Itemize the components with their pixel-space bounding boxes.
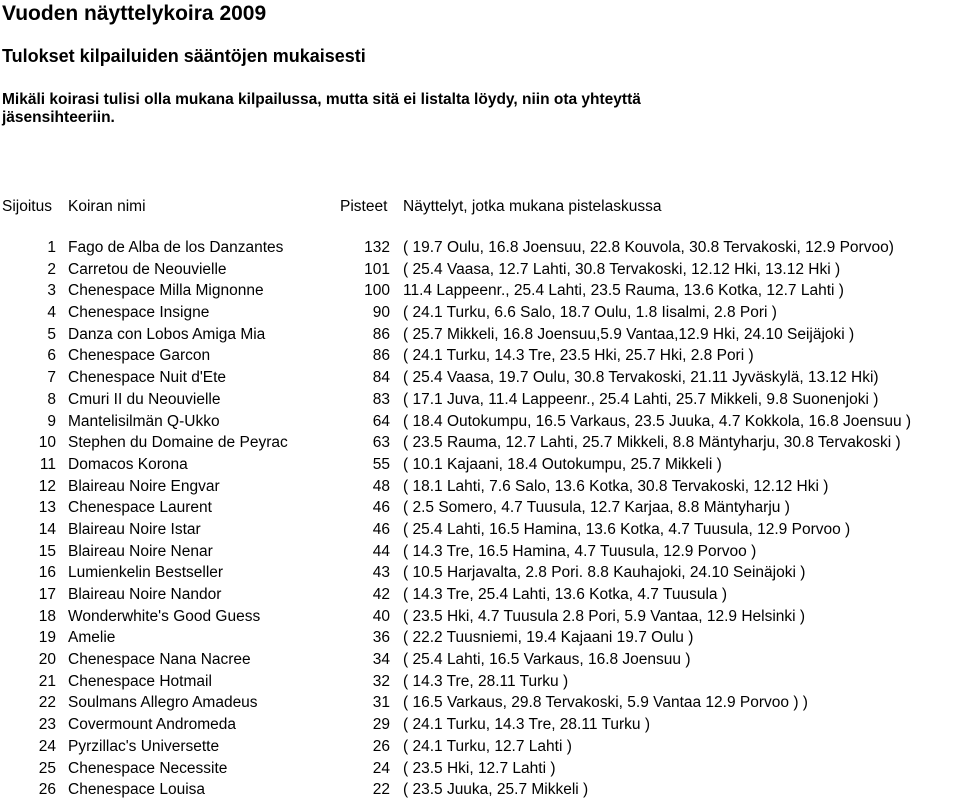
list-item [0,476,960,498]
dog-name-cell: Stephen du Domaine de Peyrac [68,434,288,452]
rank-cell: 11 [39,455,56,473]
list-item [0,497,960,519]
shows-cell: ( 25.4 Vaasa, 19.7 Oulu, 30.8 Tervakoski, 21.11 Jyväskylä, 13.12 Hki) [403,369,879,387]
list-item [0,411,960,433]
header-shows: Näyttelyt, jotka mukana pistelaskussa [403,198,662,215]
points-cell: 22 [372,781,390,799]
shows-cell: ( 24.1 Turku, 14.3 Tre, 28.11 Turku ) [403,716,650,734]
dog-name-cell: Lumienkelin Bestseller [68,564,224,582]
results-list [0,237,960,801]
list-item [0,671,960,693]
list-item [0,302,960,324]
header-name: Koiran nimi [68,198,146,215]
points-cell: 36 [372,629,390,647]
points-cell: 83 [372,390,390,408]
dog-name-cell: Pyrzillac's Universette [68,737,220,755]
list-item [0,432,960,454]
list-item [0,562,960,584]
dog-name-cell: Danza con Lobos Amiga Mia [68,325,266,343]
header-points: Pisteet [340,198,388,215]
rank-cell: 26 [38,781,56,799]
points-cell: 132 [364,239,390,256]
rank-cell: 17 [38,586,56,603]
points-cell: 48 [372,477,390,495]
shows-cell: ( 10.5 Harjavalta, 2.8 Pori. 8.8 Kauhajoki, 24.10 Seinäjoki ) [403,564,806,582]
list-item [0,237,960,259]
shows-cell: ( 24.1 Turku, 14.3 Tre, 23.5 Hki, 25.7 Hki, 2.8 Pori ) [403,347,754,365]
dog-name-cell: Amelie [68,629,116,647]
list-item [0,259,960,281]
list-item [0,280,960,302]
rank-cell: 25 [38,759,56,777]
points-cell: 29 [372,716,390,734]
points-cell: 86 [372,347,390,365]
points-cell: 34 [372,651,390,669]
dog-name-cell: Blaireau Noire Engvar [68,477,220,495]
shows-cell: ( 18.1 Lahti, 7.6 Salo, 13.6 Kotka, 30.8 Tervakoski, 12.12 Hki ) [403,477,829,495]
info-note: Mikäli koirasi tulisi olla mukana kilpailussa, mutta sitä ei listalta löydy, niin ota yhteyttä jäsensihteeriin. [2,91,641,126]
points-cell: 40 [372,607,390,625]
points-cell: 55 [372,455,390,473]
dog-name-cell: Soulmans Allegro Amadeus [68,694,258,712]
shows-cell: ( 16.5 Varkaus, 29.8 Tervakoski, 5.9 Vantaa 12.9 Porvoo ) ) [403,694,808,712]
rank-cell: 24 [38,737,56,755]
rank-cell: 15 [38,542,56,560]
points-cell: 24 [372,759,390,777]
list-item [0,779,960,801]
shows-cell: 11.4 Lappeenr., 25.4 Lahti, 23.5 Rauma, 13.6 Kotka, 12.7 Lahti ) [403,282,844,300]
points-cell: 63 [372,434,390,452]
dog-name-cell: Domacos Korona [68,455,188,473]
rank-cell: 20 [38,651,56,669]
list-item [0,692,960,714]
shows-cell: ( 24.1 Turku, 12.7 Lahti ) [403,737,572,755]
list-item [0,606,960,628]
shows-cell: ( 23.5 Juuka, 25.7 Mikkeli ) [403,781,589,799]
dog-name-cell: Chenespace Nuit d'Ete [68,369,227,387]
dog-name-cell: Chenespace Insigne [68,304,210,322]
points-cell: 100 [364,282,390,300]
rank-cell: 18 [38,607,56,625]
rank-cell: 21 [38,672,56,690]
points-cell: 31 [372,694,390,712]
dog-name-cell: Blaireau Noire Nandor [68,586,222,603]
dog-name-cell: Chenespace Hotmail [68,672,212,690]
dog-name-cell: Carretou de Neouvielle [68,260,227,278]
dog-name-cell: Chenespace Milla Mignonne [68,282,264,300]
rank-cell: 13 [38,499,56,517]
dog-name-cell: Covermount Andromeda [68,716,237,734]
shows-cell: ( 18.4 Outokumpu, 16.5 Varkaus, 23.5 Juuka, 4.7 Kokkola, 16.8 Joensuu ) [403,412,912,430]
rank-cell: 7 [47,369,56,387]
rank-cell: 14 [38,520,56,538]
points-cell: 46 [372,499,390,517]
list-item [0,649,960,671]
shows-cell: ( 19.7 Oulu, 16.8 Joensuu, 22.8 Kouvola, 30.8 Tervakoski, 12.9 Porvoo) [403,239,894,256]
points-cell: 90 [372,304,390,322]
dog-name-cell: Wonderwhite's Good Guess [68,607,261,625]
points-cell: 26 [372,737,390,755]
dog-name-cell: Chenespace Nana Nacree [68,651,251,669]
rank-cell: 3 [47,282,56,300]
list-item [0,389,960,411]
list-item [0,345,960,367]
list-item [0,714,960,736]
list-item [0,519,960,541]
page-title: Vuoden näyttelykoira 2009 [2,2,267,25]
rank-cell: 23 [38,716,56,734]
shows-cell: ( 24.1 Turku, 6.6 Salo, 18.7 Oulu, 1.8 Iisalmi, 2.8 Pori ) [403,304,777,322]
dog-name-cell: Chenespace Laurent [68,499,212,517]
shows-cell: ( 23.5 Hki, 12.7 Lahti ) [403,759,556,777]
rank-cell: 4 [47,304,56,322]
rank-cell: 10 [38,434,56,452]
shows-cell: ( 10.1 Kajaani, 18.4 Outokumpu, 25.7 Mikkeli ) [403,455,722,473]
points-cell: 84 [372,369,390,387]
shows-cell: ( 2.5 Somero, 4.7 Tuusula, 12.7 Karjaa, 8.8 Mäntyharju ) [403,499,790,517]
rank-cell: 5 [47,325,56,343]
dog-name-cell: Blaireau Noire Istar [68,520,201,538]
list-item [0,324,960,346]
dog-name-cell: Fago de Alba de los Danzantes [68,239,284,256]
list-item [0,541,960,563]
rank-cell: 8 [47,390,56,408]
shows-cell: ( 25.4 Lahti, 16.5 Hamina, 13.6 Kotka, 4.7 Tuusula, 12.9 Porvoo ) [403,520,851,538]
dog-name-cell: Chenespace Garcon [68,347,211,365]
list-item [0,584,960,606]
points-cell: 32 [372,672,390,690]
list-item [0,454,960,476]
points-cell: 44 [372,542,390,560]
page-subtitle: Tulokset kilpailuiden sääntöjen mukaisesti [2,46,366,66]
rank-cell: 22 [38,694,56,712]
dog-name-cell: Chenespace Necessite [68,759,228,777]
rank-cell: 19 [38,629,56,647]
rank-cell: 6 [47,347,56,365]
list-item [0,758,960,780]
list-item [0,367,960,389]
points-cell: 64 [372,412,390,430]
rank-cell: 9 [47,412,56,430]
points-cell: 42 [372,586,390,603]
list-item [0,736,960,758]
points-cell: 101 [364,260,390,278]
shows-cell: ( 17.1 Juva, 11.4 Lappeenr., 25.4 Lahti, 25.7 Mikkeli, 9.8 Suonenjoki ) [403,390,879,408]
rank-cell: 2 [47,260,56,278]
shows-cell: ( 25.7 Mikkeli, 16.8 Joensuu,5.9 Vantaa,12.9 Hki, 24.10 Seijäjoki ) [403,325,855,343]
dog-name-cell: Cmuri II du Neouvielle [68,390,221,408]
points-cell: 46 [372,520,390,538]
dog-name-cell: Blaireau Noire Nenar [68,542,213,560]
rank-cell: 16 [38,564,56,582]
shows-cell: ( 14.3 Tre, 28.11 Turku ) [403,672,569,690]
shows-cell: ( 23.5 Rauma, 12.7 Lahti, 25.7 Mikkeli, 8.8 Mäntyharju, 30.8 Tervakoski ) [403,434,901,452]
points-cell: 43 [372,564,390,582]
shows-cell: ( 22.2 Tuusniemi, 19.4 Kajaani 19.7 Oulu ) [403,629,694,647]
rank-cell: 12 [38,477,56,495]
rank-cell: 1 [47,239,56,256]
list-item [0,627,960,649]
header-rank: Sijoitus [2,198,52,215]
points-cell: 86 [372,325,390,343]
dog-name-cell: Mantelisilmän Q-Ukko [68,412,220,430]
dog-name-cell: Chenespace Louisa [68,781,206,799]
shows-cell: ( 23.5 Hki, 4.7 Tuusula 2.8 Pori, 5.9 Vantaa, 12.9 Helsinki ) [403,607,806,625]
shows-cell: ( 25.4 Vaasa, 12.7 Lahti, 30.8 Tervakoski, 12.12 Hki, 13.12 Hki ) [403,260,841,278]
shows-cell: ( 14.3 Tre, 25.4 Lahti, 13.6 Kotka, 4.7 Tuusula ) [403,586,727,603]
shows-cell: ( 25.4 Lahti, 16.5 Varkaus, 16.8 Joensuu ) [403,651,691,669]
shows-cell: ( 14.3 Tre, 16.5 Hamina, 4.7 Tuusula, 12.9 Porvoo ) [403,542,757,560]
